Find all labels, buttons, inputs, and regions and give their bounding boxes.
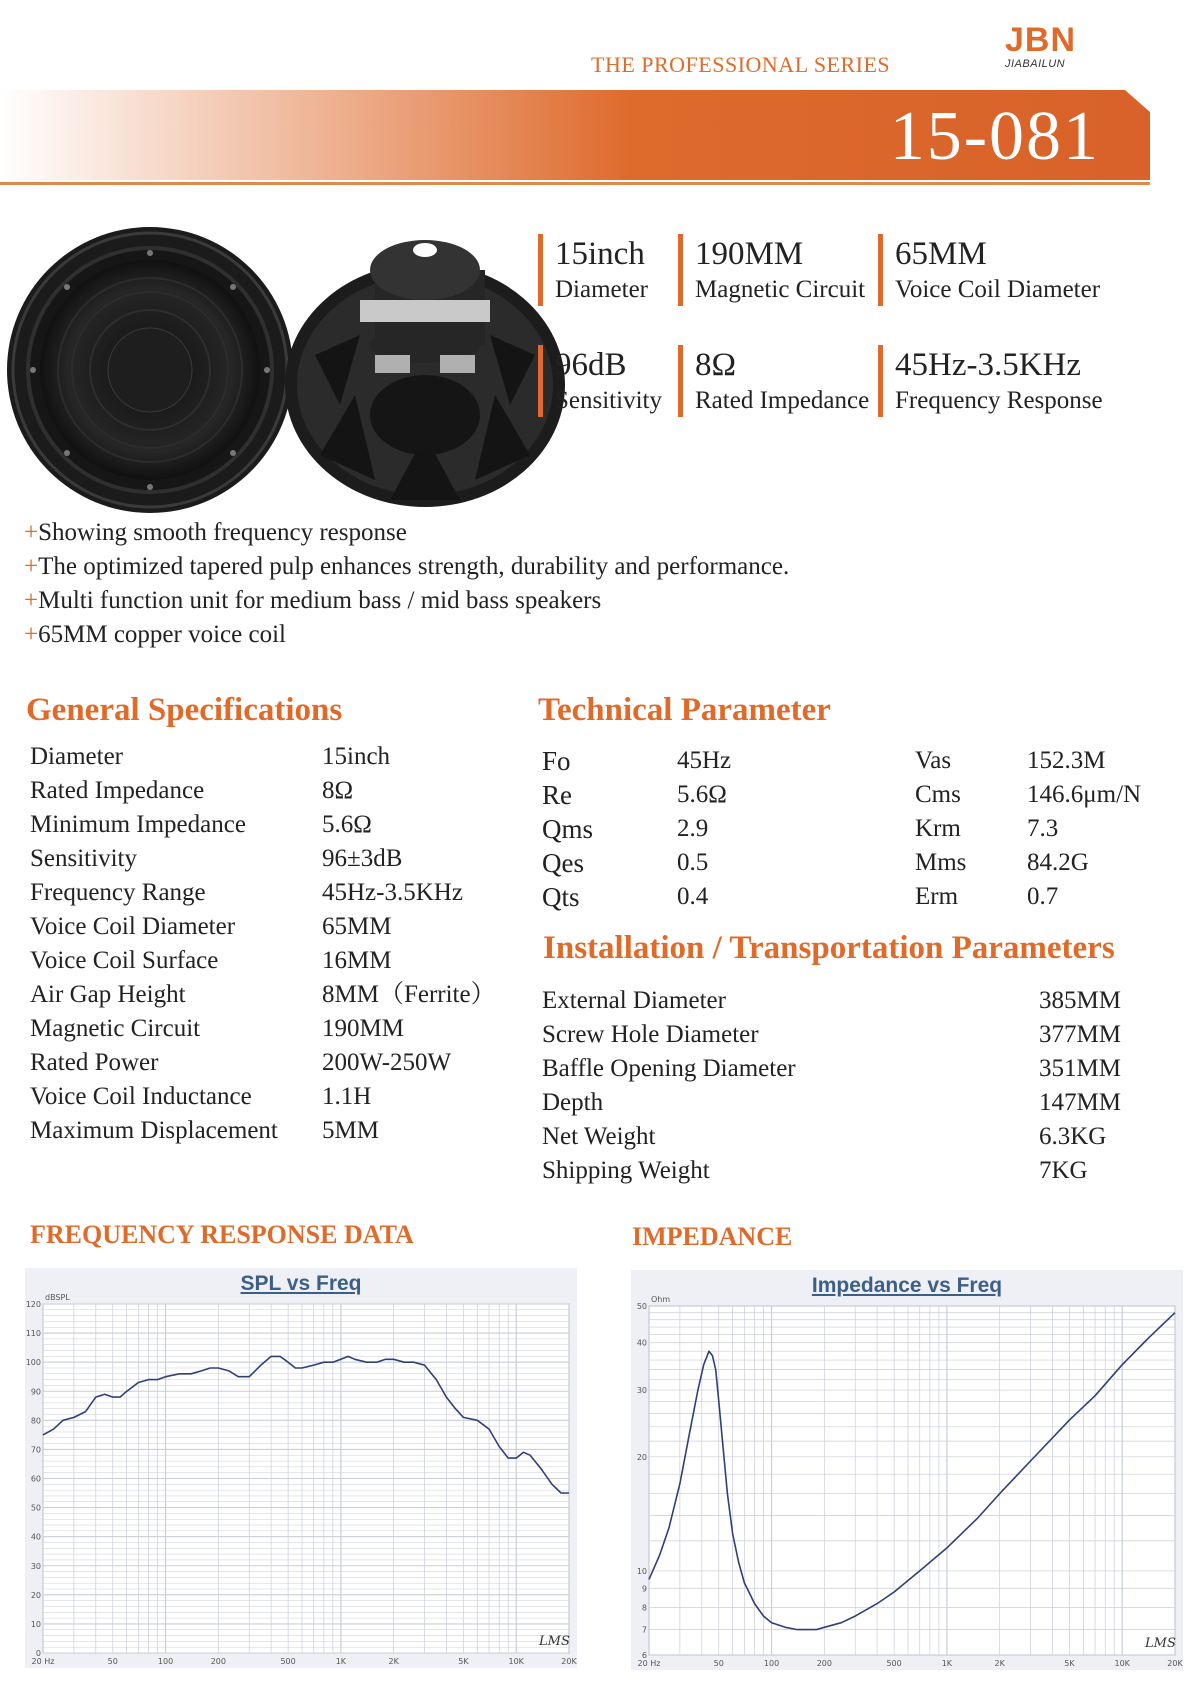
spec-name: Rated Impedance — [30, 777, 205, 804]
table-row — [30, 808, 496, 842]
spl-chart — [25, 1268, 577, 1668]
table-row — [542, 846, 1141, 880]
table-row — [30, 910, 496, 944]
table-row — [542, 880, 1141, 914]
spec-name: Maximum Displacement — [30, 1117, 278, 1144]
spec-name: Voice Coil Diameter — [30, 913, 236, 940]
installation-params-title: Installation / Transportation Parameters — [543, 930, 1115, 966]
param-name: Re — [542, 780, 572, 810]
spec-name: Voice Coil Surface — [30, 947, 219, 974]
y-tick-label: 50 — [636, 1302, 647, 1311]
table-row — [542, 1052, 1121, 1086]
table-row — [542, 1120, 1121, 1154]
x-tick-label: 5K — [458, 1657, 469, 1666]
feature-label: Sensitivity — [555, 387, 662, 414]
spec-name: Frequency Range — [30, 879, 206, 906]
feature-label: Diameter — [555, 276, 649, 303]
brand-logo-mark: JBN — [1005, 21, 1077, 59]
y-tick-label: 40 — [30, 1532, 41, 1542]
y-tick-label: 7 — [641, 1625, 647, 1635]
spec-name: Air Gap Height — [30, 981, 186, 1008]
speaker-front-photo — [5, 225, 295, 515]
param-value: 84.2G — [1027, 849, 1089, 876]
param-value: 0.5 — [677, 849, 709, 876]
feature-sensitivity — [538, 345, 662, 417]
y-tick-label: 0 — [35, 1649, 41, 1658]
param-value: 0.7 — [1027, 883, 1059, 910]
bullet-item: +65MM copper voice coil — [24, 621, 286, 648]
y-axis-label: Ohm — [651, 1295, 671, 1304]
chart-title: SPL vs Freq — [240, 1272, 362, 1295]
feature-value: 190MM — [695, 236, 804, 272]
y-tick-label: 40 — [636, 1338, 647, 1348]
series-title: THE PROFESSIONAL SERIES — [591, 52, 891, 77]
y-tick-label: 50 — [30, 1503, 41, 1513]
param-name: Fo — [542, 746, 571, 776]
x-tick-label: 500 — [280, 1657, 296, 1666]
table-row — [30, 1080, 496, 1114]
installation-params-table — [542, 984, 1121, 1188]
spec-value: 16MM — [322, 947, 392, 974]
param-name: Mms — [915, 849, 967, 876]
plus-icon: + — [24, 519, 39, 546]
feature-magnetic-circuit — [678, 234, 865, 306]
table-row — [542, 744, 1141, 778]
param-name: External Diameter — [542, 987, 726, 1014]
table-row — [542, 984, 1121, 1018]
spec-value: 8Ω — [322, 777, 354, 804]
feature-value: 45Hz-3.5KHz — [895, 347, 1082, 383]
y-tick-label: 20 — [30, 1590, 41, 1600]
y-tick-label: 10 — [30, 1619, 41, 1629]
bullet-item: +Showing smooth frequency response — [24, 519, 407, 546]
general-specs-title: General Specifications — [26, 692, 343, 728]
frequency-response-title: FREQUENCY RESPONSE DATA — [30, 1220, 414, 1249]
spec-name: Minimum Impedance — [30, 811, 246, 838]
brand-logo — [1005, 22, 1115, 78]
x-tick-label: 1K — [941, 1659, 953, 1668]
table-row — [30, 978, 496, 1012]
x-tick-label: 2K — [994, 1659, 1005, 1668]
param-name: Qts — [542, 882, 580, 912]
spec-name: Diameter — [30, 743, 124, 770]
x-tick-label: 5K — [1064, 1659, 1075, 1668]
spec-value: 96±3dB — [322, 845, 403, 872]
brand-logo-sub: JIABAILUN — [1005, 58, 1066, 70]
y-tick-label: 70 — [30, 1445, 41, 1455]
plus-icon: + — [24, 553, 39, 580]
x-tick-label: 50 — [107, 1657, 118, 1666]
y-tick-label: 110 — [25, 1329, 41, 1339]
spec-value: 65MM — [322, 913, 392, 940]
x-tick-label: 20 Hz — [637, 1659, 661, 1668]
param-value: 45Hz — [677, 747, 732, 774]
impedance-chart-plot — [631, 1270, 1183, 1670]
table-row — [542, 1086, 1121, 1120]
feature-impedance — [678, 345, 869, 417]
table-row — [30, 740, 496, 774]
spec-value: 1.1H — [322, 1083, 372, 1110]
param-value: 6.3KG — [1039, 1123, 1107, 1150]
x-tick-label: 20 Hz — [31, 1657, 55, 1666]
y-tick-label: 80 — [30, 1416, 41, 1426]
spec-name: Rated Power — [30, 1049, 159, 1076]
impedance-title: IMPEDANCE — [632, 1222, 793, 1251]
table-row — [30, 1114, 496, 1148]
x-tick-label: 2K — [388, 1657, 399, 1666]
param-value: 147MM — [1039, 1089, 1121, 1116]
param-value: 152.3M — [1027, 747, 1106, 774]
impedance-chart — [631, 1270, 1183, 1670]
param-value: 7.3 — [1027, 815, 1059, 842]
lms-watermark: LMS — [539, 1634, 570, 1649]
feature-bullets — [24, 516, 789, 652]
plus-icon: + — [24, 587, 39, 614]
feature-label: Voice Coil Diameter — [895, 276, 1101, 303]
y-tick-label: 120 — [25, 1300, 41, 1309]
x-tick-label: 20K — [1167, 1659, 1183, 1668]
feature-label: Magnetic Circuit — [695, 276, 866, 303]
bullet-item: +The optimized tapered pulp enhances strength, durability and performance. — [24, 553, 790, 580]
table-row — [30, 944, 496, 978]
param-name: Screw Hole Diameter — [542, 1021, 759, 1048]
spec-value: 45Hz-3.5KHz — [322, 879, 463, 906]
technical-params-title: Technical Parameter — [538, 692, 831, 728]
table-row — [542, 778, 1141, 812]
general-specs-table — [30, 740, 496, 1148]
x-tick-label: 500 — [886, 1659, 902, 1668]
feature-value: 96dB — [555, 347, 627, 383]
table-row — [30, 1046, 496, 1080]
table-row — [542, 812, 1141, 846]
y-tick-label: 30 — [30, 1561, 41, 1571]
speaker-back-photo — [280, 205, 570, 510]
x-tick-label: 100 — [763, 1659, 780, 1668]
y-tick-label: 9 — [641, 1584, 647, 1594]
param-value: 377MM — [1039, 1021, 1121, 1048]
spec-value: 200W-250W — [322, 1049, 452, 1076]
y-tick-label: 90 — [30, 1387, 41, 1397]
table-row — [542, 1154, 1121, 1188]
y-tick-label: 20 — [636, 1452, 647, 1462]
x-tick-label: 200 — [816, 1659, 832, 1668]
feature-label: Frequency Response — [895, 387, 1103, 414]
chart-title: Impedance vs Freq — [811, 1274, 1003, 1297]
param-value: 385MM — [1039, 987, 1121, 1014]
spec-value: 8MM（Ferrite） — [322, 981, 496, 1008]
table-row — [30, 842, 496, 876]
x-tick-label: 1K — [335, 1657, 347, 1666]
param-name: Erm — [915, 883, 959, 910]
table-row — [542, 1018, 1121, 1052]
feature-value: 65MM — [895, 236, 987, 272]
y-tick-label: 60 — [30, 1474, 41, 1484]
feature-diameter — [538, 234, 648, 306]
spec-name: Sensitivity — [30, 845, 137, 872]
bullet-item: +Multi function unit for medium bass / mid bass speakers — [24, 587, 602, 614]
technical-params-table — [542, 744, 1141, 914]
table-row — [30, 1012, 496, 1046]
param-name: Krm — [915, 815, 961, 842]
y-axis-label: dBSPL — [45, 1293, 70, 1302]
y-tick-label: 10 — [636, 1566, 647, 1576]
param-value: 2.9 — [677, 815, 709, 842]
y-tick-label: 8 — [641, 1603, 647, 1613]
x-tick-label: 10K — [1114, 1659, 1130, 1668]
param-name: Net Weight — [542, 1123, 656, 1150]
feature-voice-coil — [878, 234, 1100, 306]
spec-value: 190MM — [322, 1015, 404, 1042]
param-value: 351MM — [1039, 1055, 1121, 1082]
feature-value: 8Ω — [695, 347, 737, 383]
feature-label: Rated Impedance — [695, 387, 870, 414]
feature-frequency — [878, 345, 1103, 417]
x-tick-label: 100 — [157, 1657, 174, 1666]
param-name: Depth — [542, 1089, 604, 1116]
y-tick-label: 100 — [25, 1358, 41, 1368]
param-name: Shipping Weight — [542, 1157, 710, 1184]
lms-watermark: LMS — [1145, 1636, 1176, 1651]
plot-area — [649, 1306, 1175, 1655]
spec-value: 5MM — [322, 1117, 379, 1144]
param-value: 146.6μm/N — [1027, 781, 1142, 808]
feature-value: 15inch — [555, 236, 645, 272]
param-name: Qes — [542, 848, 584, 878]
x-tick-label: 20K — [561, 1657, 577, 1666]
spec-value: 15inch — [322, 743, 391, 770]
param-name: Cms — [915, 781, 961, 808]
spec-name: Voice Coil Inductance — [30, 1083, 252, 1110]
spec-value: 5.6Ω — [322, 811, 372, 838]
spec-name: Magnetic Circuit — [30, 1015, 201, 1042]
x-tick-label: 200 — [210, 1657, 226, 1666]
table-row — [30, 876, 496, 910]
spl-chart-plot — [25, 1268, 577, 1668]
param-value: 0.4 — [677, 883, 709, 910]
param-name: Vas — [915, 747, 952, 774]
param-value: 7KG — [1039, 1157, 1088, 1184]
y-tick-label: 6 — [641, 1651, 647, 1660]
y-tick-label: 30 — [636, 1386, 647, 1396]
param-name: Qms — [542, 814, 594, 844]
table-row — [30, 774, 496, 808]
param-value: 5.6Ω — [677, 781, 727, 808]
param-name: Baffle Opening Diameter — [542, 1055, 796, 1082]
x-tick-label: 10K — [508, 1657, 524, 1666]
plus-icon: + — [24, 621, 39, 648]
x-tick-label: 50 — [713, 1659, 724, 1668]
model-number: 15-081 — [889, 98, 1100, 175]
